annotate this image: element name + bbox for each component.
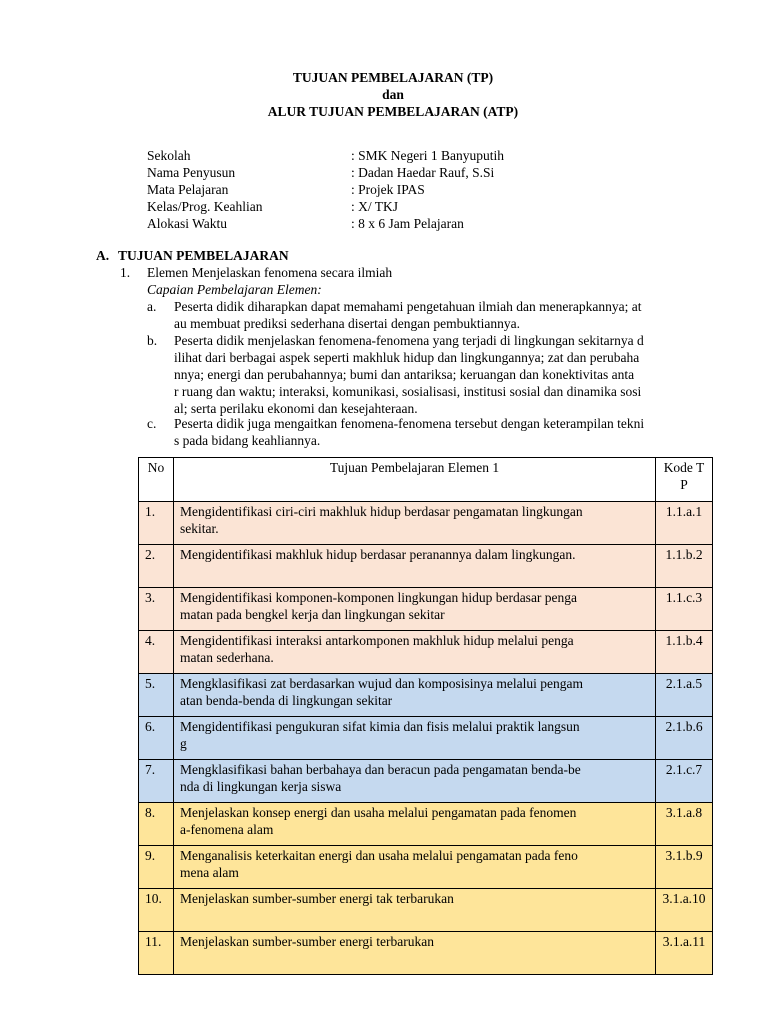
row-description: Mengklasifikasi zat berdasarkan wujud dan komposisinya melalui pengam atan benda-benda di lingkungan sekitar [174, 674, 656, 717]
row-description: Menjelaskan sumber-sumber energi tak terbarukan [174, 889, 656, 932]
info-label: Mata Pelajaran [147, 182, 229, 197]
info-label: Nama Penyusun [147, 165, 236, 180]
capaian-item-label: c. [147, 416, 157, 431]
row-kode: 1.1.a.1 [656, 502, 713, 545]
header-no: No [139, 458, 174, 502]
info-value: : Projek IPAS [351, 182, 425, 197]
header-kode: Kode T P [656, 458, 713, 502]
table-row [139, 717, 713, 760]
row-number: 6. [139, 717, 174, 760]
table-row [139, 674, 713, 717]
row-description: Menjelaskan sumber-sumber energi terbarukan [174, 932, 656, 975]
row-number: 1. [139, 502, 174, 545]
info-row-mapel [147, 181, 707, 198]
info-row-kelas [147, 198, 707, 215]
row-kode: 2.1.a.5 [656, 674, 713, 717]
row-number: 4. [139, 631, 174, 674]
row-number: 7. [139, 760, 174, 803]
table-row [139, 889, 713, 932]
info-label: Alokasi Waktu [147, 216, 228, 231]
table-row [139, 846, 713, 889]
capaian-item-text: Peserta didik diharapkan dapat memahami pengetahuan ilmiah dan menerapkannya; at au membuat prediksi sederhana disertai dengan pembuktiannya. [174, 299, 642, 331]
row-number: 9. [139, 846, 174, 889]
info-row-sekolah [147, 147, 707, 164]
table-row [139, 760, 713, 803]
row-description: Mengidentifikasi komponen-komponen lingkungan hidup berdasar penga matan pada bengkel kerja dan lingkungan sekitar [174, 588, 656, 631]
row-number: 11. [139, 932, 174, 975]
identity-block [147, 147, 707, 232]
row-description: Menjelaskan konsep energi dan usaha melalui pengamatan pada fenomen a-fenomena alam [174, 803, 656, 846]
row-kode: 1.1.b.2 [656, 545, 713, 588]
row-kode: 2.1.c.7 [656, 760, 713, 803]
element-number: 1. [120, 265, 131, 280]
tujuan-pembelajaran-table [138, 457, 713, 975]
table-header-row [139, 458, 713, 502]
row-description: Menganalisis keterkaitan energi dan usaha melalui pengamatan pada feno mena alam [174, 846, 656, 889]
row-description: Mengidentifikasi pengukuran sifat kimia dan fisis melalui praktik langsun g [174, 717, 656, 760]
row-description: Mengidentifikasi makhluk hidup berdasar peranannya dalam lingkungan. [174, 545, 656, 588]
table-row [139, 502, 713, 545]
row-kode: 1.1.c.3 [656, 588, 713, 631]
row-number: 8. [139, 803, 174, 846]
capaian-label: Capaian Pembelajaran Elemen: [147, 282, 322, 297]
section-heading [96, 247, 289, 264]
row-number: 2. [139, 545, 174, 588]
table-body [139, 502, 713, 975]
info-value: : Dadan Haedar Rauf, S.Si [351, 165, 495, 180]
table-row [139, 932, 713, 975]
document-subtitle: ALUR TUJUAN PEMBELAJARAN (ATP) [267, 104, 519, 119]
row-kode: 3.1.b.9 [656, 846, 713, 889]
element-text: Elemen Menjelaskan fenomena secara ilmiah [147, 265, 393, 280]
row-number: 5. [139, 674, 174, 717]
header-desc: Tujuan Pembelajaran Elemen 1 [174, 458, 656, 502]
row-kode: 3.1.a.8 [656, 803, 713, 846]
section-title: TUJUAN PEMBELAJARAN [118, 248, 289, 263]
table-row [139, 631, 713, 674]
capaian-item-label: a. [147, 299, 157, 314]
document-title: TUJUAN PEMBELAJARAN (TP) [292, 70, 494, 85]
table-row [139, 545, 713, 588]
capaian-item-text: Peserta didik menjelaskan fenomena-fenomena yang terjadi di lingkungan sekitarnya d ilihat dari berbagai aspek seperti makhluk hidup dan lingkungannya; zat dan perubaha nnya; energi dan perubahannya; bumi dan antariksa; keruangan dan konektivitas anta r ruang dan waktu; interaksi, komunikasi, sosialisasi, institusi sosial dan dinamika sosi al; serta perilaku ekonomi dan kesejahteraan. [174, 333, 644, 416]
info-label: Sekolah [147, 148, 191, 163]
capaian-item-label: b. [147, 333, 158, 348]
row-kode: 1.1.b.4 [656, 631, 713, 674]
table-row [139, 588, 713, 631]
info-row-alokasi [147, 215, 707, 232]
table-row [139, 803, 713, 846]
row-kode: 3.1.a.11 [656, 932, 713, 975]
row-description: Mengidentifikasi ciri-ciri makhluk hidup berdasar pengamatan lingkungan sekitar. [174, 502, 656, 545]
info-label: Kelas/Prog. Keahlian [147, 199, 263, 214]
row-description: Mengidentifikasi interaksi antarkomponen makhluk hidup melalui penga matan sederhana. [174, 631, 656, 674]
row-number: 3. [139, 588, 174, 631]
section-letter: A. [96, 248, 110, 263]
row-description: Mengklasifikasi bahan berbahaya dan beracun pada pengamatan benda-be nda di lingkungan kerja siswa [174, 760, 656, 803]
info-value: : SMK Negeri 1 Banyuputih [351, 148, 504, 163]
row-number: 10. [139, 889, 174, 932]
capaian-item-text: Peserta didik juga mengaitkan fenomena-fenomena tersebut dengan keterampilan tekni s pada bidang keahliannya. [174, 416, 645, 448]
row-kode: 3.1.a.10 [656, 889, 713, 932]
info-value: : 8 x 6 Jam Pelajaran [351, 216, 464, 231]
info-row-penyusun [147, 164, 707, 181]
info-value: : X/ TKJ [351, 199, 399, 214]
document-title-connector: dan [382, 87, 404, 102]
row-kode: 2.1.b.6 [656, 717, 713, 760]
